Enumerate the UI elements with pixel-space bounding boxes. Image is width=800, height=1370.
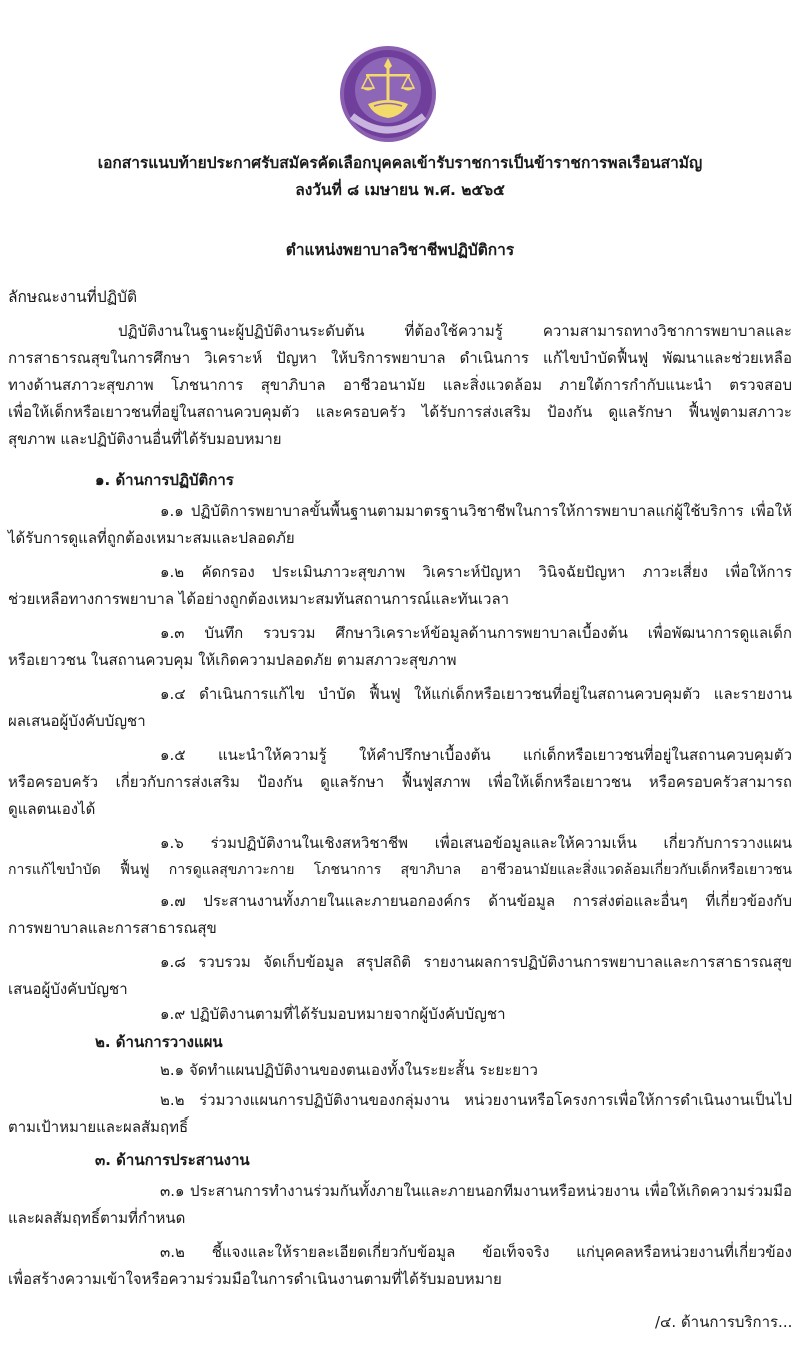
item-1-4-line-1: ๑.๔ ดำเนินการแก้ไข บำบัด ฟื้นฟู ให้แก่เด็กหรือเยาวชนที่อยู่ในสถานควบคุมตัว และรายงาน [160,685,792,703]
item-2-1: ๒.๑ จัดทำแผนปฏิบัติงานของตนเองทั้งในระยะสั้น ระยะยาว [160,1061,538,1079]
intro-line: เพื่อให้เด็กหรือเยาวชนที่อยู่ในสถานควบคุมตัว และครอบครัว ได้รับการส่งเสริม ป้องกัน ดูแลรักษา ฟื้นฟูตามสภาวะ [8,403,792,421]
continuation-note: /๔. ด้านการบริการ... [655,1313,793,1331]
item-1-6-line-1: ๑.๖ ร่วมปฏิบัติงานในเชิงสหวิชาชีพ เพื่อเสนอข้อมูลและให้ความเห็น เกี่ยวกับการวางแผน [160,834,792,852]
item-1-6-line-2: การแก้ไขบำบัด ฟื้นฟู การดูแลสุขภาวะกาย โภชนาการ สุขาภิบาล อาชีวอนามัยและสิ่งแวดล้อมเกี่ยวกับเด็กหรือเยาวชน [8,862,792,878]
heading-planning: ๒. ด้านการวางแผน [95,1033,223,1051]
intro-line: การสาธารณสุขในการศึกษา วิเคราะห์ ปัญหา ให้บริการพยาบาล ดำเนินการ แก้ไขบำบัดฟื้นฟู พัฒนาและช่วยเหลือ [8,349,792,367]
item-3-1-line-2: และผลสัมฤทธิ์ตามที่กำหนด [8,1209,186,1227]
item-2-2-line-2: ตามเป้าหมายและผลสัมฤทธิ์ [8,1118,189,1136]
section-heading: ลักษณะงานที่ปฏิบัติ [8,288,138,306]
position-title: ตำแหน่งพยาบาลวิชาชีพปฏิบัติการ [285,241,515,259]
item-1-1-line-1: ๑.๑ ปฏิบัติการพยาบาลขั้นพื้นฐานตามมาตรฐานวิชาชีพในการให้การพยาบาลแก่ผู้ใช้บริการ เพื่อให้ [160,502,792,520]
heading-coordination: ๓. ด้านการประสานงาน [95,1151,250,1169]
intro-line: ทางด้านสภาวะสุขภาพ โภชนาการ สุขาภิบาล อาชีวอนามัย และสิ่งแวดล้อม ภายใต้การกำกับแนะนำ ตรวจสอบ [8,376,792,394]
heading-operations: ๑. ด้านการปฏิบัติการ [95,471,234,489]
item-1-9: ๑.๙ ปฏิบัติงานตามที่ได้รับมอบหมายจากผู้บังคับบัญชา [160,1005,506,1023]
item-1-8-line-2: เสนอผู้บังคับบัญชา [8,980,128,998]
item-1-7-line-2: การพยาบาลและการสาธารณสุข [8,919,217,937]
item-1-3-line-2: หรือเยาวชน ในสถานควบคุม ให้เกิดความปลอดภัย ตามสภาวะสุขภาพ [8,651,457,669]
item-1-5-line-3: ดูแลตนเองได้ [8,800,96,818]
item-1-1-line-2: ได้รับการดูแลที่ถูกต้องเหมาะสมและปลอดภัย [8,529,295,547]
department-seal-logo [338,44,438,144]
item-1-2-line-2: ช่วยเหลือทางการพยาบาล ได้อย่างถูกต้องเหมาะสมทันสถานการณ์และทันเวลา [8,590,510,608]
item-3-1-line-1: ๓.๑ ประสานการทำงานร่วมกันทั้งภายในและภายนอกทีมงานหรือหน่วยงาน เพื่อให้เกิดความร่วมมือ [160,1182,792,1200]
intro-line: ปฏิบัติงานในฐานะผู้ปฏิบัติงานระดับต้น ที่ต้องใช้ความรู้ ความสามารถทางวิชาการพยาบาลและ [118,322,792,340]
item-1-8-line-1: ๑.๘ รวบรวม จัดเก็บข้อมูล สรุปสถิติ รายงานผลการปฏิบัติงานการพยาบาลและการสาธารณสุข [160,953,792,971]
title-line-2: ลงวันที่ ๘ เมษายน พ.ศ. ๒๕๖๕ [295,181,505,199]
item-1-5-line-1: ๑.๕ แนะนำให้ความรู้ ให้คำปรึกษาเบื้องต้น แก่เด็กหรือเยาวชนที่อยู่ในสถานควบคุมตัว [160,746,792,764]
item-3-2-line-2: เพื่อสร้างความเข้าใจหรือความร่วมมือในการดำเนินงานตามที่ได้รับมอบหมาย [8,1270,502,1288]
item-1-3-line-1: ๑.๓ บันทึก รวบรวม ศึกษาวิเคราะห์ข้อมูลด้านการพยาบาลเบื้องต้น เพื่อพัฒนาการดูแลเด็ก [160,624,792,642]
intro-line: สุขภาพ และปฏิบัติงานอื่นที่ได้รับมอบหมาย [8,430,282,448]
item-1-2-line-1: ๑.๒ คัดกรอง ประเมินภาวะสุขภาพ วิเคราะห์ปัญหา วินิจฉัยปัญหา ภาวะเสี่ยง เพื่อให้การ [160,563,792,581]
item-1-4-line-2: ผลเสนอผู้บังคับบัญชา [8,712,146,730]
title-line-1: เอกสารแนบท้ายประกาศรับสมัครคัดเลือกบุคคลเข้ารับราชการเป็นข้าราชการพลเรือนสามัญ [97,154,703,172]
item-2-2-line-1: ๒.๒ ร่วมวางแผนการปฏิบัติงานของกลุ่มงาน หน่วยงานหรือโครงการเพื่อให้การดำเนินงานเป็นไป [160,1091,792,1109]
item-1-7-line-1: ๑.๗ ประสานงานทั้งภายในและภายนอกองค์กร ด้านข้อมูล การส่งต่อและอื่นๆ ที่เกี่ยวข้องกับ [160,892,792,910]
item-3-2-line-1: ๓.๒ ชี้แจงและให้รายละเอียดเกี่ยวกับข้อมูล ข้อเท็จจริง แก่บุคคลหรือหน่วยงานที่เกี่ยวข้อง [160,1243,792,1261]
item-1-5-line-2: หรือครอบครัว เกี่ยวกับการส่งเสริม ป้องกัน ดูแลรักษา ฟื้นฟูสภาพ เพื่อให้เด็กหรือเยาวชน หรือครอบครัวสามารถ [8,773,792,791]
